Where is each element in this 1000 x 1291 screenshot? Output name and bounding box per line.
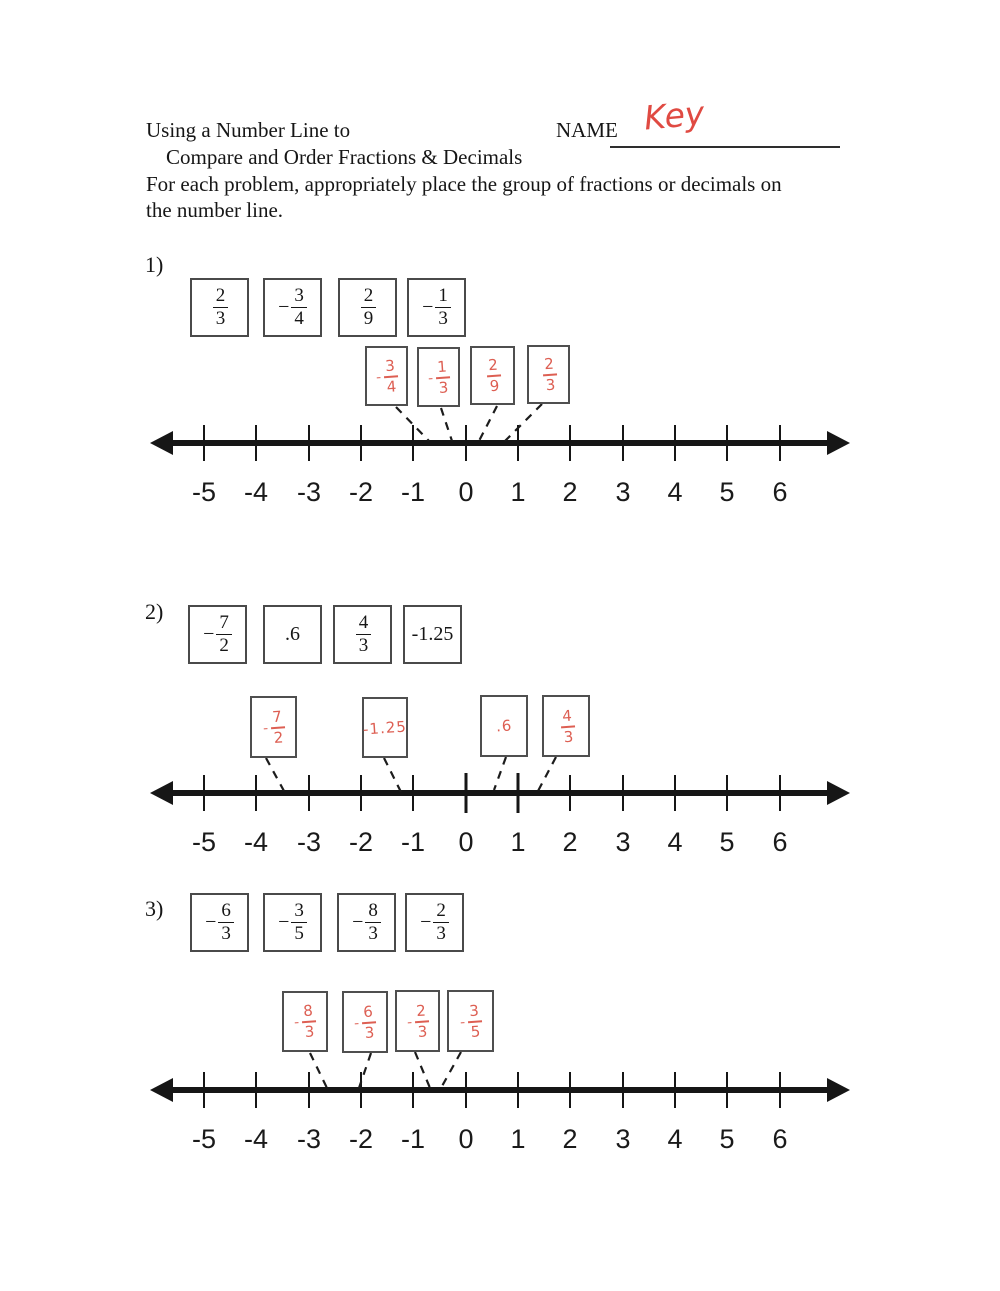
worksheet-title-line2: Compare and Order Fractions & Decimals xyxy=(166,145,523,169)
left-arrow-icon xyxy=(150,431,173,455)
tile-fraction xyxy=(361,286,377,329)
fraction-tile[interactable] xyxy=(190,893,249,952)
answer-box[interactable] xyxy=(470,346,515,405)
answer-box[interactable] xyxy=(250,696,297,758)
handwritten-fraction: - 7 2 xyxy=(262,706,284,747)
tick-label: 0 xyxy=(458,1124,474,1154)
tick-label: 5 xyxy=(719,477,735,507)
answer-box[interactable] xyxy=(395,990,440,1052)
answer-box[interactable] xyxy=(365,346,408,406)
fraction-tile[interactable] xyxy=(405,893,464,952)
tile-fraction xyxy=(435,286,451,329)
connector-line xyxy=(310,1053,327,1088)
numerator: 3 xyxy=(294,285,304,307)
numerator: 6 xyxy=(221,900,231,922)
tick-label: 3 xyxy=(615,477,631,507)
fraction-tile[interactable] xyxy=(337,893,396,952)
tile-fraction xyxy=(365,901,381,944)
answer-box[interactable] xyxy=(282,991,328,1052)
tile-sign: − xyxy=(420,911,432,933)
decimal-tile[interactable] xyxy=(403,605,462,664)
numerator: 1 xyxy=(438,285,448,307)
answer-box[interactable] xyxy=(480,695,528,757)
tick-label: 0 xyxy=(458,827,474,857)
number-line-1 xyxy=(150,425,850,461)
right-arrow-icon xyxy=(827,431,850,455)
fraction-tile[interactable] xyxy=(333,605,392,664)
connector-line xyxy=(415,1052,430,1088)
tick-label: -4 xyxy=(243,827,269,857)
fraction-tile[interactable] xyxy=(188,605,247,664)
instructions-line1: For each problem, appropriately place the group of fractions or decimals on xyxy=(146,172,782,196)
tick-label: 3 xyxy=(615,827,631,857)
connector-line xyxy=(479,406,497,441)
denominator: 3 xyxy=(356,634,372,656)
tick-label: -1 xyxy=(400,477,426,507)
tick-label: -4 xyxy=(243,1124,269,1154)
denominator: 3 xyxy=(433,922,449,944)
denominator: 3 xyxy=(435,307,451,329)
number-line-2 xyxy=(150,773,850,813)
answer-box[interactable] xyxy=(447,990,494,1052)
answer-box[interactable] xyxy=(527,345,570,404)
connector-line xyxy=(384,758,401,792)
tick-label: 2 xyxy=(562,477,578,507)
numerator: 4 xyxy=(358,612,369,634)
handwritten-fraction: - 3 4 xyxy=(375,355,397,396)
tile-sign: − xyxy=(278,911,290,933)
numerator: 3 xyxy=(294,900,304,922)
tile-fraction xyxy=(433,901,449,944)
tick-label: 5 xyxy=(719,1124,735,1154)
denominator: 3 xyxy=(365,922,381,944)
fraction-tile[interactable] xyxy=(338,278,397,337)
tick-label: -5 xyxy=(191,1124,217,1154)
answer-box[interactable] xyxy=(542,695,590,757)
tick-label: 2 xyxy=(562,827,578,857)
tick-label: 4 xyxy=(667,477,683,507)
denominator: 2 xyxy=(216,634,232,656)
tile-fraction xyxy=(218,901,234,944)
tick-label: 6 xyxy=(772,477,788,507)
handwritten-fraction: - 8 3 xyxy=(293,1001,316,1041)
denominator: 3 xyxy=(218,922,234,944)
handwritten-fraction: 2 3 xyxy=(543,354,557,394)
numerator: 2 xyxy=(363,285,374,307)
tick-label: 6 xyxy=(772,1124,788,1154)
tick-label: 1 xyxy=(510,827,526,857)
handwritten-fraction: - 6 3 xyxy=(353,1001,376,1042)
handwritten-decimal: .6 xyxy=(495,716,513,736)
handwritten-fraction: - 1 3 xyxy=(427,356,449,397)
tick-label: 1 xyxy=(510,477,526,507)
tick-label: 4 xyxy=(667,827,683,857)
tile-sign: − xyxy=(422,296,434,318)
problem-3-label: 3) xyxy=(145,896,164,921)
tick-label: -5 xyxy=(191,827,217,857)
handwritten-decimal: -1.25 xyxy=(362,716,408,739)
handwritten-fraction: 2 9 xyxy=(487,355,501,395)
tick-label: -5 xyxy=(191,477,217,507)
fraction-tile[interactable] xyxy=(263,278,322,337)
tile-fraction xyxy=(213,286,229,329)
decimal-tile[interactable] xyxy=(263,605,322,664)
answer-box[interactable] xyxy=(362,697,408,758)
tile-sign: − xyxy=(205,911,217,933)
answer-connectors-1 xyxy=(396,404,542,441)
fraction-tile[interactable] xyxy=(263,893,322,952)
handwritten-fraction: 4 3 xyxy=(561,706,574,746)
decimal-value: -1.25 xyxy=(411,623,454,645)
connector-line xyxy=(494,757,506,790)
connector-line xyxy=(441,1052,461,1088)
name-handwritten-value: Key xyxy=(642,93,706,138)
tile-fraction xyxy=(291,286,307,329)
denominator: 3 xyxy=(213,307,229,329)
tile-fraction xyxy=(356,613,372,656)
tick-label: -2 xyxy=(348,477,374,507)
denominator: 5 xyxy=(291,922,307,944)
tick-label: -3 xyxy=(296,477,322,507)
tick-label: 3 xyxy=(615,1124,631,1154)
tick-label: 2 xyxy=(562,1124,578,1154)
numerator: 2 xyxy=(436,900,446,922)
worksheet-title-line1: Using a Number Line to xyxy=(146,118,351,142)
handwritten-fraction: - 3 5 xyxy=(459,1000,481,1041)
tile-fraction xyxy=(216,613,232,656)
tile-sign: − xyxy=(203,623,215,645)
answer-box[interactable] xyxy=(417,347,460,407)
right-arrow-icon xyxy=(827,781,850,805)
decimal-value: .6 xyxy=(285,623,300,645)
left-arrow-icon xyxy=(150,1078,173,1102)
numerator: 7 xyxy=(219,612,229,634)
tile-fraction xyxy=(291,901,307,944)
tile-sign: − xyxy=(278,296,290,318)
tick-label: 0 xyxy=(458,477,474,507)
tile-sign: − xyxy=(352,911,364,933)
tick-label: 5 xyxy=(719,827,735,857)
right-arrow-icon xyxy=(827,1078,850,1102)
connector-line xyxy=(359,1053,371,1088)
fraction-tile[interactable] xyxy=(190,278,249,337)
problem-1-label: 1) xyxy=(145,252,164,277)
instructions-line2: the number line. xyxy=(146,198,284,222)
tick-label: 4 xyxy=(667,1124,683,1154)
tick-label: -3 xyxy=(296,827,322,857)
numerator: 8 xyxy=(368,900,378,922)
tick-label: -3 xyxy=(296,1124,322,1154)
denominator: 4 xyxy=(291,307,307,329)
connector-line xyxy=(505,404,542,441)
problem-2-label: 2) xyxy=(145,599,164,624)
denominator: 9 xyxy=(361,307,377,329)
answer-connectors-3 xyxy=(310,1052,461,1088)
connector-line xyxy=(441,408,452,441)
tick-label: -1 xyxy=(400,1124,426,1154)
tick-label: -2 xyxy=(348,1124,374,1154)
tick-label: 6 xyxy=(772,827,788,857)
tick-label: -2 xyxy=(348,827,374,857)
tick-label: -1 xyxy=(400,827,426,857)
connector-line xyxy=(266,758,284,791)
answer-box[interactable] xyxy=(342,991,388,1053)
numerator: 2 xyxy=(215,285,226,307)
tick-label: 1 xyxy=(510,1124,526,1154)
number-line-3 xyxy=(150,1072,850,1108)
connector-line xyxy=(538,757,556,791)
fraction-tile[interactable] xyxy=(407,278,466,337)
left-arrow-icon xyxy=(150,781,173,805)
tick-label: -4 xyxy=(243,477,269,507)
handwritten-fraction: - 2 3 xyxy=(406,1000,428,1041)
name-label: NAME xyxy=(556,118,618,142)
